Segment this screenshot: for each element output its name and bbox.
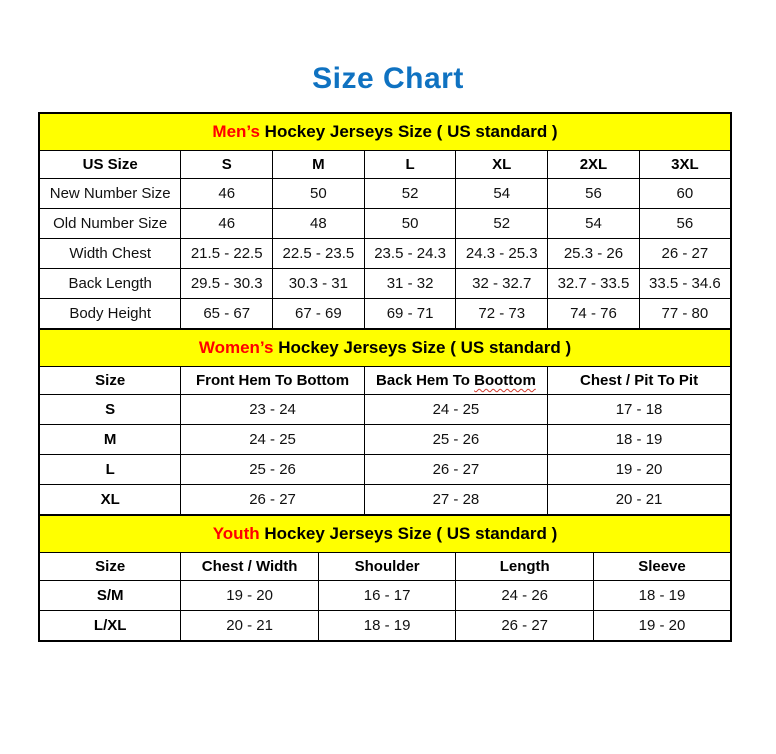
cell: 29.5 - 30.3: [181, 269, 273, 299]
cell: 26 - 27: [181, 485, 364, 516]
cell: 56: [548, 179, 640, 209]
cell: 19 - 20: [593, 611, 731, 642]
womens-table-banner: [39, 329, 731, 367]
cell: 26 - 27: [364, 455, 547, 485]
table-row-youth-sm: [39, 581, 731, 611]
cell: 56: [639, 209, 731, 239]
womens-banner-rest: Hockey Jerseys Size ( US standard ): [273, 338, 572, 357]
row-label: L/XL: [39, 611, 181, 642]
cell: 65 - 67: [181, 299, 273, 330]
mens-table-banner: [39, 113, 731, 151]
row-label: Old Number Size: [39, 209, 181, 239]
youth-size-table: [38, 514, 732, 642]
cell: 54: [548, 209, 640, 239]
cell: 26 - 27: [639, 239, 731, 269]
column-header-front-hem: Front Hem To Bottom: [181, 367, 364, 395]
cell: 54: [456, 179, 548, 209]
mens-banner-row: [39, 113, 731, 151]
cell: 25.3 - 26: [548, 239, 640, 269]
cell: 46: [181, 179, 273, 209]
mens-size-table: [38, 112, 732, 330]
womens-banner-highlight: Women’s: [198, 338, 274, 357]
cell: 24 - 25: [364, 395, 547, 425]
table-row-women-l: [39, 455, 731, 485]
table-row-body-height: [39, 299, 731, 330]
cell: 21.5 - 22.5: [181, 239, 273, 269]
row-label: Body Height: [39, 299, 181, 330]
table-row-women-s: [39, 395, 731, 425]
column-header-size: Size: [39, 367, 181, 395]
youth-header-row: [39, 553, 731, 581]
cell: 26 - 27: [456, 611, 594, 642]
cell: 27 - 28: [364, 485, 547, 516]
cell: 50: [273, 179, 365, 209]
column-header-m: M: [273, 151, 365, 179]
mens-banner-highlight: Men’s: [212, 122, 260, 141]
column-header-sleeve: Sleeve: [593, 553, 731, 581]
column-header-back-hem: [364, 367, 547, 395]
size-chart-page: [0, 62, 776, 642]
youth-table-banner: [39, 515, 731, 553]
row-label: New Number Size: [39, 179, 181, 209]
cell: 17 - 18: [548, 395, 731, 425]
cell: 31 - 32: [364, 269, 456, 299]
cell: 24.3 - 25.3: [456, 239, 548, 269]
table-row-old-number-size: [39, 209, 731, 239]
cell: 72 - 73: [456, 299, 548, 330]
column-header-s: S: [181, 151, 273, 179]
cell: 16 - 17: [318, 581, 456, 611]
cell: 23 - 24: [181, 395, 364, 425]
youth-banner-row: [39, 515, 731, 553]
womens-banner-row: [39, 329, 731, 367]
column-header-2xl: 2XL: [548, 151, 640, 179]
cell: 46: [181, 209, 273, 239]
table-row-women-xl: [39, 485, 731, 516]
row-label: S: [39, 395, 181, 425]
column-header-3xl: 3XL: [639, 151, 731, 179]
youth-banner-rest: Hockey Jerseys Size ( US standard ): [259, 524, 558, 543]
table-row-new-number-size: [39, 179, 731, 209]
row-label: Back Length: [39, 269, 181, 299]
cell: 23.5 - 24.3: [364, 239, 456, 269]
cell: 52: [364, 179, 456, 209]
table-row-width-chest: [39, 239, 731, 269]
cell: 20 - 21: [181, 611, 319, 642]
cell: 32.7 - 33.5: [548, 269, 640, 299]
column-header-chest-width: Chest / Width: [181, 553, 319, 581]
row-label: XL: [39, 485, 181, 516]
mens-banner-rest: Hockey Jerseys Size ( US standard ): [259, 122, 558, 141]
cell: 67 - 69: [273, 299, 365, 330]
cell: 33.5 - 34.6: [639, 269, 731, 299]
cell: 20 - 21: [548, 485, 731, 516]
column-header-length: Length: [456, 553, 594, 581]
cell: 32 - 32.7: [456, 269, 548, 299]
cell: 30.3 - 31: [273, 269, 365, 299]
cell: 25 - 26: [364, 425, 547, 455]
table-row-women-m: [39, 425, 731, 455]
cell: 19 - 20: [181, 581, 319, 611]
column-header-shoulder: Shoulder: [318, 553, 456, 581]
table-row-back-length: [39, 269, 731, 299]
womens-size-table: [38, 328, 732, 516]
cell: 77 - 80: [639, 299, 731, 330]
cell: 22.5 - 23.5: [273, 239, 365, 269]
column-header-xl: XL: [456, 151, 548, 179]
column-header-chest-pit: Chest / Pit To Pit: [548, 367, 731, 395]
back-hem-misspelled-word: Boottom: [474, 372, 536, 389]
column-header-size: Size: [39, 553, 181, 581]
womens-header-row: [39, 367, 731, 395]
row-label: S/M: [39, 581, 181, 611]
row-label: M: [39, 425, 181, 455]
cell: 18 - 19: [593, 581, 731, 611]
back-hem-prefix: Back Hem To: [376, 372, 475, 389]
column-header-l: L: [364, 151, 456, 179]
row-label: Width Chest: [39, 239, 181, 269]
size-chart-tables: [38, 112, 732, 642]
cell: 74 - 76: [548, 299, 640, 330]
cell: 69 - 71: [364, 299, 456, 330]
mens-header-row: [39, 151, 731, 179]
youth-banner-highlight: Youth: [212, 524, 260, 543]
page-title: Size Chart: [312, 62, 464, 95]
table-row-youth-lxl: [39, 611, 731, 642]
column-header-us-size: US Size: [39, 151, 181, 179]
cell: 24 - 26: [456, 581, 594, 611]
cell: 48: [273, 209, 365, 239]
row-label: L: [39, 455, 181, 485]
cell: 25 - 26: [181, 455, 364, 485]
cell: 60: [639, 179, 731, 209]
cell: 50: [364, 209, 456, 239]
cell: 24 - 25: [181, 425, 364, 455]
cell: 18 - 19: [318, 611, 456, 642]
cell: 52: [456, 209, 548, 239]
cell: 19 - 20: [548, 455, 731, 485]
cell: 18 - 19: [548, 425, 731, 455]
